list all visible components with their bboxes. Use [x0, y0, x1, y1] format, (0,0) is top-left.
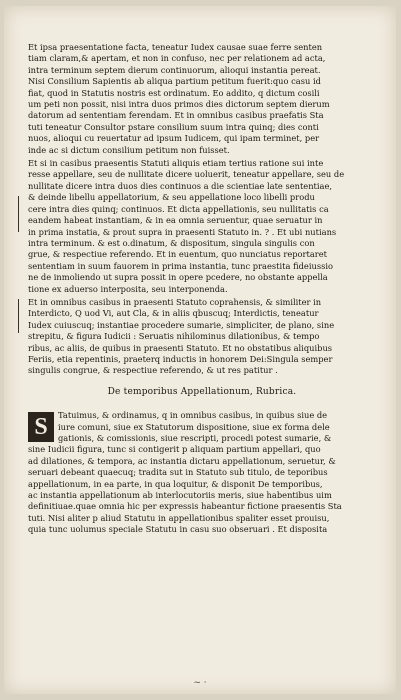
rubric-body [28, 410, 376, 535]
text-line: Iudex cuiuscuq; instantiae procedere sumarie, simpliciter, de plano, sine [28, 319, 335, 330]
text-line: cere intra dies quinq; continuos. Et dicta appellationis, seu nullitatis ca [28, 203, 329, 214]
rubric-heading: De temporibus Appellationum, Rubrica. [107, 386, 297, 397]
text-line: intra terminum. & est o.dinatum, & dispositum, singula singulis con [28, 237, 315, 248]
text-line: ac instantia appellationum ab interlocutoriis meris, siue habentibus uim [28, 490, 332, 501]
footer-ornament: ~ · [193, 678, 207, 688]
text-line: quia tunc uolumus speciale Statutu in casu suo obseruari . Et disposita [28, 524, 328, 535]
text-line: intra terminum septem dierum continuorum, alioqui instantia pereat. [28, 64, 321, 75]
text-line: datorum ad sententiam ferendam. Et in omnibus casibus praefatis Sta [28, 110, 324, 121]
text-line: ribus, ac aliis, de quibus in praesenti Statuto. Et no obstatibus aliquibus [28, 342, 333, 353]
text-line: iure comuni, siue ex Statutorum dispositione, siue ex forma dele [58, 421, 330, 432]
page-text [28, 42, 376, 538]
text-line: tuti. Nisi aliter p aliud Statutu in appellationibus spaliter esset prouisu, [28, 512, 330, 523]
text-line: Tatuimus, & ordinamus, q in omnibus casibus, in quibus siue de [58, 410, 328, 421]
text-line: Et in omnibus casibus in praesenti Statuto coprahensis, & similiter in [28, 296, 322, 307]
text-line: eandem habeat instantiam, & in ea omnia seruentur, quae seruatur in [28, 215, 323, 226]
text-line: tione ex aduerso interposita, seu interponenda. [28, 283, 228, 294]
text-line: Nisi Consilium Sapientis ab aliqua partium petitum fuerit:quo casu id [28, 76, 321, 87]
decorated-initial: S [28, 412, 54, 442]
text-line: gationis, & comissionis, siue rescripti, procedi potest sumarie, & [58, 433, 332, 443]
text-line: in prima instatia, & prout supra in praesenti Statuto in. ? . Et ubi nutians [28, 226, 337, 237]
text-line: sententiam in suum fauorem in prima instantia, tunc praestita fideiussio [28, 260, 333, 271]
text-line: definitiuae.quae omnia hic per expressis habeantur fictione praesentis Sta [28, 501, 342, 512]
text-line: seruari debeant quaecuq; tradita sut in Statuto sub titulo, de teporibus [28, 467, 328, 478]
text-line: strepitu, & figura Iudicii : Seruatis nihilominus dilationibus, & tempo [28, 331, 320, 342]
text-line: Interdicto, Q uod Vi, aut Cla, & in aliis qbuscuq; Interdictis, teneatur [28, 308, 319, 319]
text-line: nullitate dicere intra duos dies continuos a die scientiae late sententiae, [28, 180, 333, 191]
text-line: inde ac si dictum consilium petitum non fuisset. [28, 144, 230, 155]
text-line: grue, & respectiue referendo. Et in euentum, quo nunciatus reportaret [28, 249, 327, 260]
text-line: nuos, alioqui cu reuertatur ad ipsum Iudicem, qui ipam terminet, per [28, 133, 320, 144]
manuscript-page [4, 6, 396, 694]
text-line: tuti teneatur Consultor pstare consilium suum intra quinq; dies conti [28, 121, 319, 132]
paragraph-3 [28, 297, 376, 377]
text-line: appellationum, in ea parte, in qua loquitur, & disponit De temporibus, [28, 478, 323, 489]
text-line: fiat, quod in Statutis nostris est ordinatum. Eo addito, q dictum cosili [28, 87, 320, 98]
text-line: Et ipsa praesentatione facta, teneatur Iudex causae suae ferre senten [28, 42, 323, 52]
margin-bracket-mark [18, 299, 25, 333]
text-line: um peti non possit, nisi intra duos primos dies dictorum septem dierum [28, 99, 330, 110]
text-line: & deinde libellu appellatorium, & seu appellatione loco libelli produ [28, 192, 315, 203]
text-line: ad dilationes, & tempora, ac instantia dictaru appellationum, seruetur, & [28, 455, 336, 466]
margin-bracket-mark [18, 196, 25, 232]
text-line: tiam claram,& apertam, et non in confuso, nec per relationem ad acta, [28, 53, 326, 64]
text-line: resse appellare, seu de nullitate dicere uoluerit, teneatur appellare, seu de [28, 169, 345, 180]
paragraph-2 [28, 158, 376, 295]
text-line: Et si in casibus praesentis Statuti aliquis etiam tertius ratione sui inte [28, 158, 324, 169]
text-line: ne de inmoliendo ut supra possit in opere pcedere, no obstante appella [28, 272, 328, 283]
text-line: sine Iudicii figura, tunc si contigerit p aliquam partium appellari, quo [28, 444, 321, 455]
text-line: singulis congrue, & respectiue referendo, & ut res patitur . [28, 365, 278, 376]
text-line: Feriis, etia repentinis, praeterq inductis in honorem Dei:Singula semper [28, 353, 333, 364]
paragraph-1 [28, 42, 376, 156]
paragraph-4 [28, 410, 376, 535]
